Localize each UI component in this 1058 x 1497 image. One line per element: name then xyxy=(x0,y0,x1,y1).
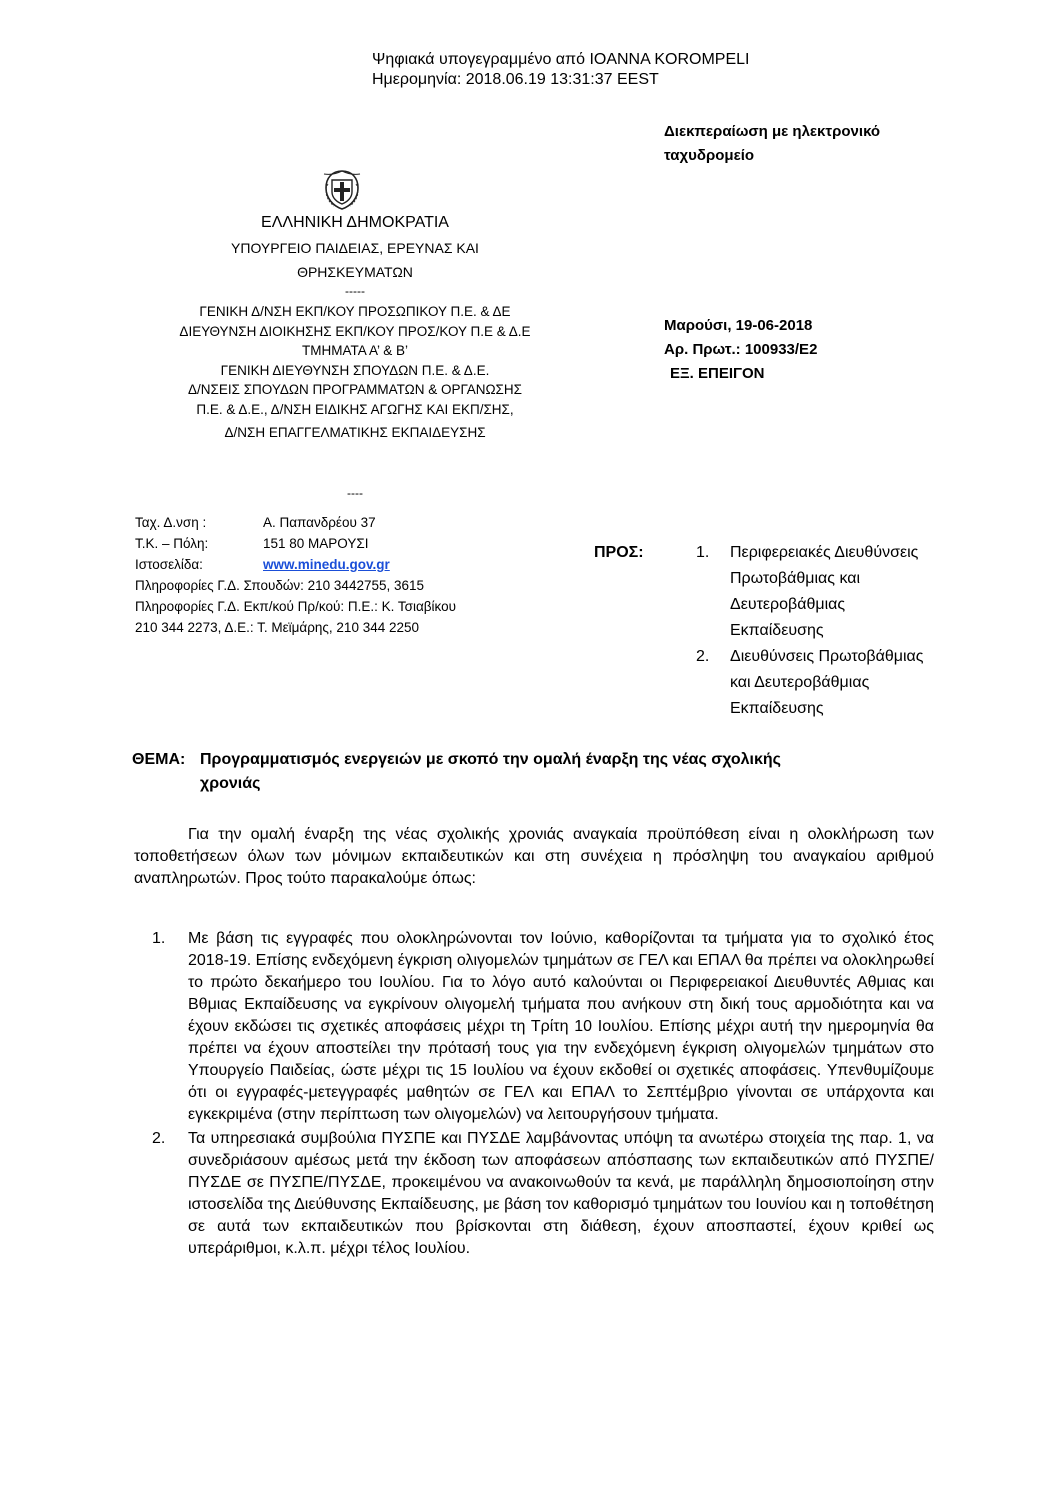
header-separator: ---- xyxy=(347,486,363,500)
intro-paragraph: Για την ομαλή έναρξη της νέας σχολικής χρονιάς αναγκαία προϋπόθεση είναι η ολοκλήρωση των τοποθετήσεων όλων των μόνιμων εκπαιδευτικών και στη συνέχεια η πρόσληψη του αναγκαίου αριθμού αναπληρωτών. Προς τούτο παρακαλούμε όπως: xyxy=(134,826,934,887)
body-item xyxy=(152,928,934,1126)
address-label: Ταχ. Δ.νση : xyxy=(135,515,207,530)
department-line: Π.Ε. & Δ.Ε., Δ/ΝΣΗ ΕΙΔΙΚΗΣ ΑΓΩΓΗΣ ΚΑΙ ΕΚΠ/ΣΗΣ, xyxy=(196,401,514,417)
recipient-item xyxy=(696,644,1030,722)
recipient-line: Δευτεροβάθμιας xyxy=(730,596,846,613)
department-line: ΓΕΝΙΚΗ ΔΙΕΥΘΥΝΣΗ ΣΠΟΥΔΩΝ Π.Ε. & Δ.Ε. xyxy=(220,362,490,378)
coat-of-arms-icon xyxy=(320,168,364,212)
department-line: Δ/ΝΣΗ ΕΠΑΓΓΕΛΜΑΤΙΚΗΣ ΕΚΠΑΙΔΕΥΣΗΣ xyxy=(224,425,486,440)
ministry-line1: ΥΠΟΥΡΓΕΙΟ ΠΑΙΔΕΙΑΣ, ΕΡΕΥΝΑΣ ΚΑΙ xyxy=(231,240,479,256)
recipient-item xyxy=(696,540,1030,644)
recipient-line: Περιφερειακές Διευθύνσεις xyxy=(730,544,919,561)
contact-info-line: Πληροφορίες Γ.Δ. Εκπ/κού Πρ/κού: Π.Ε.: Κ. Τσιαβίκου xyxy=(135,599,456,614)
subject-text xyxy=(200,748,920,796)
department-block xyxy=(150,302,560,443)
body-item-text: Τα υπηρεσιακά συμβούλια ΠΥΣΠΕ και ΠΥΣΔΕ λαμβάνοντας υπόψη τα ανωτέρω στοιχεία της παρ. 1, να συνεδριάσουν αμέσως μετά την έκδοση των αποφάσεων απόσπασης των εκπαιδευτικών από ΠΥΣΠΕ/ΠΥΣΔΕ σε ΠΥΣΠΕ/ΠΥΣΔΕ, προκειμένου να ανακοινωθούν τα κενά, με παράλληλη δημοσιοποίηση στην ιστοσελίδα της Διεύθυνσης Εκπαίδευσης, με βάση τον καθορισμό τμημάτων του Ιουνίου και η τοποθέτηση σε αυτά των εκπαιδευτικών που βρίσκονται στη διάθεση, έχουν αποσπαστεί, έχουν κριθεί ως υπεράριθμοι, κ.λ.π. μέχρι τέλος Ιουλίου. xyxy=(188,1130,934,1257)
urgency-label: ΕΞ. ΕΠΕΙΓΟΝ xyxy=(670,365,765,382)
website-label: Ιστοσελίδα: xyxy=(135,557,203,572)
department-line: ΓΕΝΙΚΗ Δ/ΝΣΗ ΕΚΠ/ΚΟΥ ΠΡΟΣΩΠΙΚΟΥ Π.Ε. & ΔΕ xyxy=(199,304,511,319)
document-info xyxy=(664,314,817,386)
contact-info-line: 210 344 2273, Δ.Ε.: Τ. Μεϊμάρης, 210 344 2250 xyxy=(135,620,420,635)
republic-title: ΕΛΛΗΝΙΚΗ ΔΗΜΟΚΡΑΤΙΑ xyxy=(261,214,449,231)
recipient-line: Πρωτοβάθμιας και xyxy=(730,570,861,587)
contact-website xyxy=(135,554,390,576)
recipient-line: και Δευτεροβάθμιας xyxy=(730,674,870,691)
delivery-note xyxy=(664,120,880,168)
contact-info-line: Πληροφορίες Γ.Δ. Σπουδών: 210 3442755, 3615 xyxy=(135,578,425,593)
header-separator: ----- xyxy=(345,284,365,298)
delivery-note-line2: ταχυδρομείο xyxy=(664,147,755,164)
ministry-line2: ΘΡΗΣΚΕΥΜΑΤΩΝ xyxy=(297,264,413,280)
recipient-line: Εκπαίδευσης xyxy=(730,622,824,639)
protocol-number: Αρ. Πρωτ.: 100933/Ε2 xyxy=(664,341,818,358)
recipient-line: Διευθύνσεις Πρωτοβάθμιας xyxy=(730,648,924,665)
subject-label: ΘΕΜΑ: xyxy=(132,751,186,768)
body-item-number: 2. xyxy=(152,1130,166,1147)
body-item xyxy=(152,1128,934,1260)
website-link[interactable]: www.minedu.gov.gr xyxy=(263,557,390,572)
recipient-number: 2. xyxy=(696,648,710,665)
department-line: Δ/ΝΣΕΙΣ ΣΠΟΥΔΩΝ ΠΡΟΓΡΑΜΜΑΤΩΝ & ΟΡΓΑΝΩΣΗΣ xyxy=(187,382,522,397)
department-line: ΔΙΕΥΘΥΝΣΗ ΔΙΟΙΚΗΣΗΣ ΕΚΠ/ΚΟΥ ΠΡΟΣ/ΚΟΥ Π.Ε & Δ.Ε xyxy=(179,323,531,339)
recipients-list xyxy=(696,540,1030,722)
body-items xyxy=(152,928,934,1260)
contact-city xyxy=(135,533,368,555)
address-value: Α. Παπανδρέου 37 xyxy=(263,515,376,530)
document-date: Μαρούσι, 19-06-2018 xyxy=(664,317,813,334)
digital-signature-line: Ψηφιακά υπογεγραμμένο από IOANNA KOROMPELI xyxy=(372,51,750,68)
city-value: 151 80 ΜΑΡΟΥΣΙ xyxy=(263,536,369,551)
recipient-line: Εκπαίδευσης xyxy=(730,700,824,717)
recipients-label: ΠΡΟΣ: xyxy=(594,544,644,561)
subject-line1: Προγραμματισμός ενεργειών με σκοπό την ομαλή έναρξη της νέας σχολικής xyxy=(200,751,781,768)
delivery-note-line1: Διεκπεραίωση με ηλεκτρονικό xyxy=(664,123,881,140)
city-label: Τ.Κ. – Πόλη: xyxy=(135,536,209,551)
body-item-number: 1. xyxy=(152,930,166,947)
recipient-number: 1. xyxy=(696,544,710,561)
department-line: ΤΜΗΜΑΤΑ Α’ & Β’ xyxy=(301,343,408,358)
subject-line2: χρονιάς xyxy=(200,775,261,792)
body-item-text: Με βάση τις εγγραφές που ολοκληρώνονται τον Ιούνιο, καθορίζονται τα τμήματα για το σχολικό έτος 2018-19. Επίσης ενδεχόμενη έγκριση ολιγομελών τμημάτων σε ΓΕΛ και ΕΠΑΛ θα πρέπει να ολοκληρωθεί το πρώτο δεκαήμερο του Ιουλίου. Για το λόγο αυτό καλούνται οι Περιφερειακοί Διευθυντές Αθμιας και Βθμιας Εκπαίδευσης να εγκρίνουν ολιγομελή τμήματα που ανήκουν στη δική τους αρμοδιότητα και να έχουν εκδώσει τις σχετικές αποφάσεις μέχρι τη Τρίτη 10 Ιουλίου. Επίσης μέχρι αυτή την ημερομηνία θα πρέπει να έχουν αποστείλει την πρότασή τους για την ενδεχόμενη έγκριση ολιγομελών τμημάτων στο Υπουργείο Παιδείας, ώστε μέχρι τις 15 Ιουλίου να έχουν εκδοθεί οι σχετικές αποφάσεις. Υπενθυμίζουμε ότι οι εγγραφές-μετεγγραφές μαθητών σε ΓΕΛ και ΕΠΑΛ το Σεπτέμβριο γίνονται σε υπάρχοντα και εγκεκριμένα (στην περίπτωση των ολιγομελών) να λειτουργήσουν τμήματα. xyxy=(188,930,934,1123)
contact-address xyxy=(135,512,376,534)
digital-signature-date: Ημερομηνία: 2018.06.19 13:31:37 EEST xyxy=(372,71,659,88)
